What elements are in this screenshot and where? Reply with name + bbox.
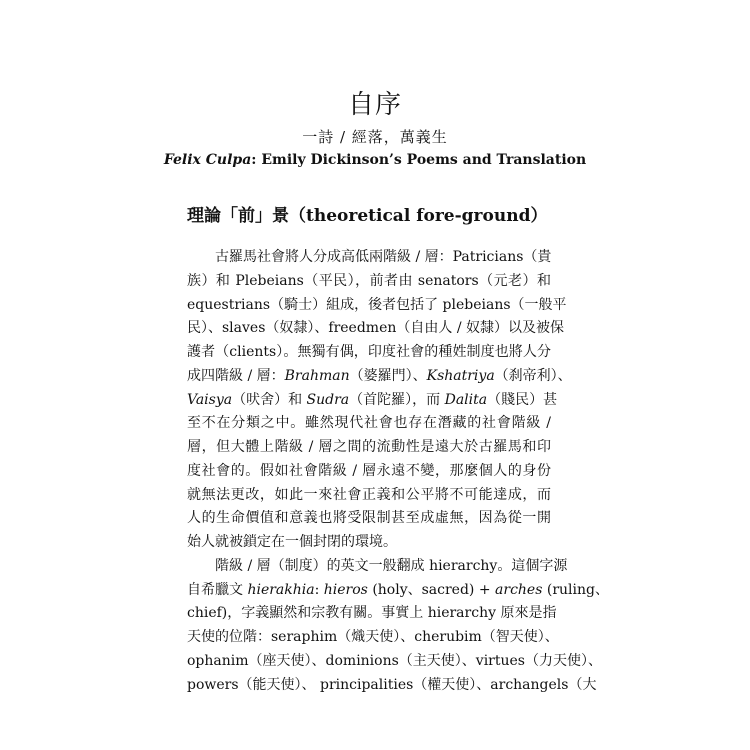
text-line: 民）、slaves（奴隸）、freedmen（自由人 / 奴隸）以及被保 bbox=[187, 320, 564, 337]
text-line: 族）和 Plebeians（平民），前者由 senators（元老）和 bbox=[187, 272, 551, 289]
text-line: 階級 / 層（制度）的英文一般翻成 hierarchy。這個字源 bbox=[215, 557, 568, 574]
italic-term: Kshatriya bbox=[426, 367, 495, 384]
italic-term: Vaisya bbox=[187, 391, 233, 408]
page-title: 自序 bbox=[347, 90, 402, 120]
section-heading: 理論「前」景（theoretical fore-ground） bbox=[187, 206, 548, 226]
text-segment: 成四階級 / 層： bbox=[187, 367, 285, 384]
italic-term: hierakhia bbox=[247, 581, 315, 598]
text-line: equestrians（騎士）組成，後者包括了 plebeians（一般平 bbox=[187, 296, 567, 313]
text-line: 度社會的。假如社會階級 / 層永遠不變，那麼個人的身份 bbox=[187, 462, 551, 479]
italic-term: Brahman bbox=[284, 367, 350, 384]
text-line: powers（能天使）、 principalities（權天使）、archangels（大 bbox=[187, 676, 597, 693]
text-line: 天使的位階：seraphim（熾天使）、cherubim（智天使）、 bbox=[187, 629, 559, 645]
text-segment: 自希臘文 bbox=[187, 581, 248, 598]
text-line: 就無法更改，如此一來社會正義和公平將不可能達成，而 bbox=[187, 486, 551, 503]
italic-term: hieros bbox=[323, 581, 368, 598]
italic-term: Dalita bbox=[444, 391, 488, 408]
text-line: 護者（clients）。無獨有偶，印度社會的種姓制度也將人分 bbox=[187, 344, 551, 360]
text-line bbox=[187, 365, 572, 389]
text-segment: （吠舍）和 bbox=[232, 391, 307, 408]
text-line: 始人就被鎖定在一個封閉的環境。 bbox=[187, 534, 397, 550]
english-subtitle-italic: Felix Culpa bbox=[163, 152, 252, 168]
english-subtitle bbox=[0, 150, 750, 170]
text-line: 人的生命價值和意義也將受限制甚至成虛無，因為從一開 bbox=[187, 510, 551, 527]
text-line: 至不在分類之中。雖然現代社會也存在潛藏的社會階級 / bbox=[187, 415, 551, 432]
body-text bbox=[187, 246, 609, 697]
text-line: 層，但大體上階級 / 層之間的流動性是遠大於古羅馬和印 bbox=[187, 439, 551, 455]
text-segment: (holy、sacred) + bbox=[367, 581, 496, 598]
text-line bbox=[187, 579, 609, 603]
paragraph-1 bbox=[187, 246, 572, 555]
english-subtitle-rest: : Emily Dickinson’s Poems and Translation bbox=[251, 152, 587, 168]
text-segment: : bbox=[314, 581, 324, 598]
text-segment: （婆羅門）、 bbox=[349, 367, 427, 384]
italic-term: arches bbox=[495, 581, 543, 598]
text-segment: (ruling、 bbox=[542, 581, 609, 598]
text-segment: （刹帝利）、 bbox=[494, 367, 572, 384]
text-line: chief)，字義顯然和宗教有關。事實上 hierarchy 原來是指 bbox=[187, 605, 557, 622]
paragraph-2 bbox=[187, 555, 609, 698]
text-line: 古羅馬社會將人分成高低兩階級 / 層：Patricians（貴 bbox=[215, 249, 552, 265]
chinese-subtitle: 一詩 / 經落，萬義生 bbox=[302, 128, 448, 146]
text-segment: （首陀羅），而 bbox=[349, 391, 445, 408]
italic-term: Sudra bbox=[306, 391, 350, 408]
text-segment: （賤民）甚 bbox=[487, 391, 558, 408]
text-line bbox=[187, 389, 558, 413]
text-line: ophanim（座天使）、dominions（主天使）、virtues（力天使）、 bbox=[187, 652, 602, 669]
